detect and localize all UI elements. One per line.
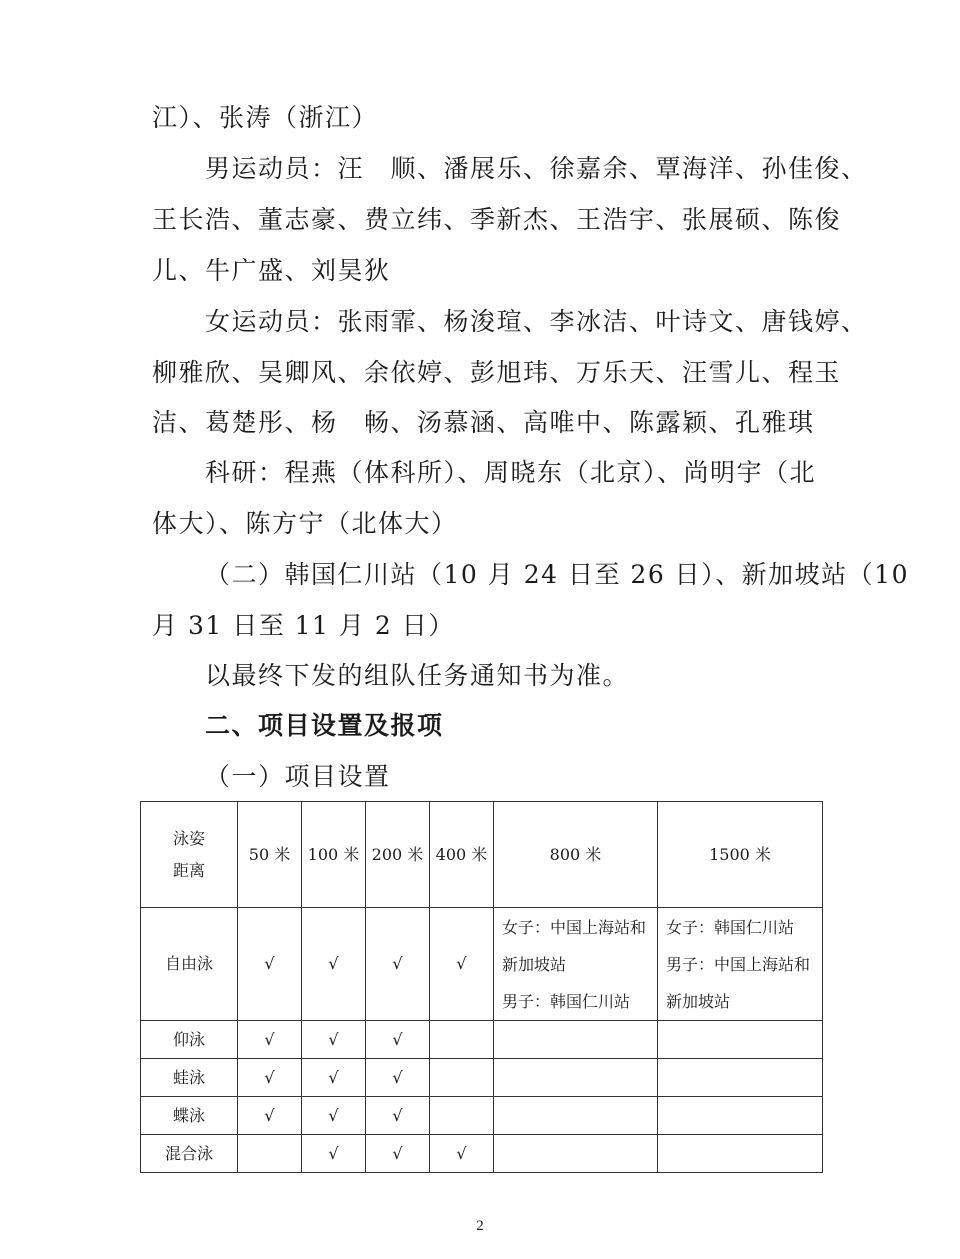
text-line-2: 男运动员：汪 顺、潘展乐、徐嘉余、覃海洋、孙佳俊、 (205, 154, 868, 183)
column-header: 100 米 (302, 802, 366, 908)
events-table (140, 801, 823, 1173)
stroke-name: 仰泳 (141, 1021, 238, 1059)
check-mark: √ (238, 1059, 302, 1097)
check-mark: √ (366, 1097, 430, 1135)
check-mark: √ (302, 1021, 366, 1059)
check-mark: √ (302, 908, 366, 1021)
text-line-9: 体大）、陈方宁（北体大） (152, 509, 458, 538)
1500m-note-cell (658, 908, 823, 1021)
corner-top-label: 泳姿 (172, 828, 205, 848)
check-mark: √ (302, 1097, 366, 1135)
800m-note-cell (494, 908, 658, 1021)
stroke-name: 自由泳 (141, 908, 238, 1021)
column-header: 400 米 (430, 802, 494, 908)
check-mark: √ (430, 1135, 494, 1173)
empty-cell (658, 1059, 823, 1097)
stroke-name: 蛙泳 (141, 1059, 238, 1097)
column-header: 800 米 (494, 802, 658, 908)
page-number: 2 (476, 1218, 484, 1234)
table-row (141, 1059, 823, 1097)
empty-cell (494, 1135, 658, 1173)
empty-cell (430, 1097, 494, 1135)
stroke-name: 蝶泳 (141, 1097, 238, 1135)
text-line-5: 女运动员：张雨霏、杨浚瑄、李冰洁、叶诗文、唐钱婷、 (205, 307, 868, 336)
table-row (141, 1021, 823, 1059)
check-mark: √ (366, 1135, 430, 1173)
corner-cell (141, 802, 238, 908)
empty-cell (494, 1059, 658, 1097)
table-row (141, 908, 823, 1021)
check-mark: √ (238, 1021, 302, 1059)
check-mark: √ (302, 1059, 366, 1097)
check-mark: √ (238, 908, 302, 1021)
text-line-1: 江）、张涛（浙江） (152, 103, 379, 132)
table-row (141, 1097, 823, 1135)
column-header: 200 米 (366, 802, 430, 908)
text-line-3: 王长浩、董志豪、费立纬、季新杰、王浩宇、张展硕、陈俊 (152, 205, 842, 234)
corner-bottom-label: 距离 (172, 860, 205, 880)
note-line: 女子：韩国仁川站 (666, 917, 795, 937)
text-line-8: 科研：程燕（体科所）、周晓东（北京）、尚明宇（北 (205, 458, 817, 487)
text-line-10: （二）韩国仁川站（10 月 24 日至 26 日）、新加坡站（10 (205, 560, 909, 589)
text-line-12: 以最终下发的组队任务通知书为准。 (205, 661, 630, 690)
empty-cell (494, 1097, 658, 1135)
empty-cell (430, 1059, 494, 1097)
text-line-7: 洁、葛楚彤、杨 畅、汤慕涵、高唯中、陈露颖、孔雅琪 (152, 408, 815, 437)
note-line: 新加坡站 (666, 991, 731, 1011)
table-row (141, 1135, 823, 1173)
empty-cell (430, 1021, 494, 1059)
check-mark: √ (366, 1021, 430, 1059)
section-heading: 二、项目设置及报项 (205, 711, 444, 740)
check-mark: √ (238, 1097, 302, 1135)
check-mark: √ (366, 908, 430, 1021)
text-line-6: 柳雅欣、吴卿风、余依婷、彭旭玮、万乐天、汪雪儿、程玉 (152, 358, 842, 387)
check-mark: √ (366, 1059, 430, 1097)
empty-cell (658, 1021, 823, 1059)
sub-heading: （一）项目设置 (205, 762, 391, 791)
table-header-row (141, 802, 823, 908)
empty-cell (658, 1135, 823, 1173)
stroke-name: 混合泳 (141, 1135, 238, 1173)
note-line: 女子：中国上海站和 (502, 917, 647, 937)
column-header: 50 米 (238, 802, 302, 908)
note-line: 新加坡站 (502, 954, 567, 974)
text-line-11: 月 31 日至 11 月 2 日） (152, 611, 455, 640)
text-line-4: 儿、牛广盛、刘昊狄 (152, 256, 391, 285)
column-header: 1500 米 (658, 802, 823, 908)
note-line: 男子：韩国仁川站 (502, 991, 631, 1011)
note-line: 男子：中国上海站和 (666, 954, 811, 974)
empty-cell (238, 1135, 302, 1173)
check-mark: √ (302, 1135, 366, 1173)
check-mark: √ (430, 908, 494, 1021)
empty-cell (494, 1021, 658, 1059)
empty-cell (658, 1097, 823, 1135)
